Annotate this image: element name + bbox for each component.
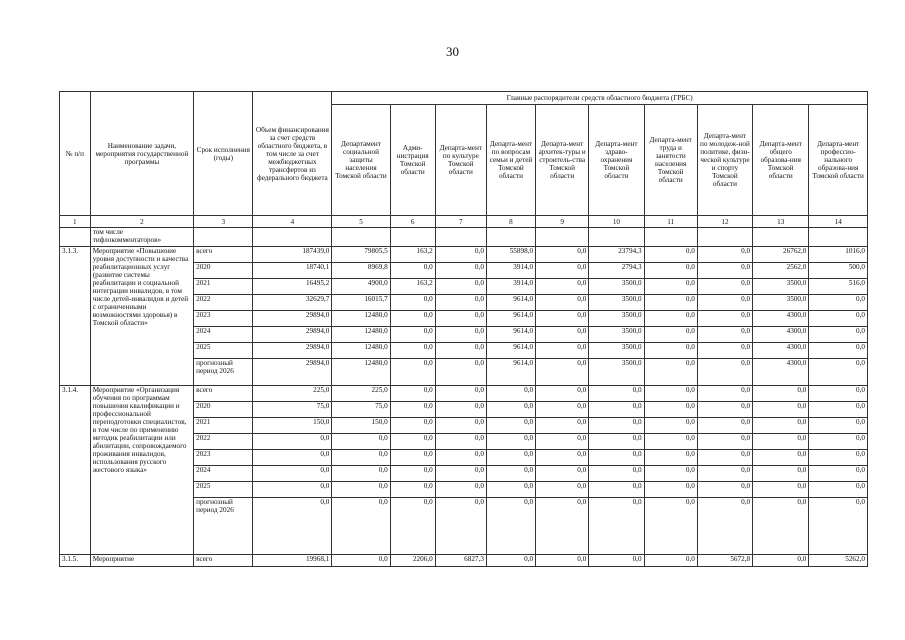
value-cell: 0,0 <box>809 295 868 311</box>
value-cell: 2562,0 <box>753 263 809 279</box>
value-cell: 0,0 <box>390 482 435 498</box>
value-cell: 3500,0 <box>753 279 809 295</box>
value-cell: 9614,0 <box>486 343 535 359</box>
value-cell: 0,0 <box>486 418 535 434</box>
value-cell: 0,0 <box>536 343 589 359</box>
value-cell: 0,0 <box>536 263 589 279</box>
value-cell: 0,0 <box>644 482 697 498</box>
value-cell: 0,0 <box>536 386 589 402</box>
value-cell: 0,0 <box>644 343 697 359</box>
value-cell: 0,0 <box>697 311 752 327</box>
value-cell: 9614,0 <box>486 327 535 343</box>
column-number: 4 <box>253 216 332 228</box>
value-cell: 0,0 <box>253 466 332 482</box>
value-cell: 9614,0 <box>486 311 535 327</box>
column-number: 3 <box>194 216 253 228</box>
value-cell: 187439,0 <box>253 247 332 263</box>
value-cell: 5262,0 <box>809 555 868 567</box>
header-grbs-3: Департа-мент по культуре Томской области <box>435 105 486 216</box>
column-number: 8 <box>486 216 535 228</box>
row-term: 2021 <box>194 418 253 434</box>
value-cell: 150,0 <box>332 418 390 434</box>
row-term: 2022 <box>194 295 253 311</box>
value-cell: 23794,3 <box>589 247 644 263</box>
column-number: 6 <box>390 216 435 228</box>
row-term: 2024 <box>194 327 253 343</box>
value-cell: 0,0 <box>697 263 752 279</box>
value-cell: 0,0 <box>753 434 809 450</box>
row-id: 3.1.3. <box>60 247 91 386</box>
value-cell: 0,0 <box>332 482 390 498</box>
row-term: всего <box>194 386 253 402</box>
value-cell: 79805,5 <box>332 247 390 263</box>
value-cell: 0,0 <box>697 418 752 434</box>
header-grbs-2: Адми-нистрация Томской области <box>390 105 435 216</box>
value-cell: 0,0 <box>390 402 435 418</box>
value-cell: 3500,0 <box>589 327 644 343</box>
value-cell: 0,0 <box>697 466 752 482</box>
row-term: 2025 <box>194 482 253 498</box>
header-grbs-1: Департамент социальной защиты населения Томской области <box>332 105 390 216</box>
value-cell: 3500,0 <box>589 343 644 359</box>
value-cell: 0,0 <box>486 466 535 482</box>
header-term: Срок исполнения (годы) <box>194 92 253 216</box>
value-cell: 0,0 <box>486 386 535 402</box>
value-cell: 0,0 <box>589 555 644 567</box>
value-cell: 0,0 <box>486 555 535 567</box>
value-cell: 0,0 <box>644 402 697 418</box>
value-cell: 0,0 <box>753 418 809 434</box>
value-cell: 0,0 <box>697 434 752 450</box>
value-cell: 0,0 <box>390 311 435 327</box>
value-cell: 0,0 <box>753 466 809 482</box>
value-cell: 4300,0 <box>753 311 809 327</box>
value-cell: 0,0 <box>753 482 809 498</box>
table-row <box>60 555 868 567</box>
value-cell: 0,0 <box>644 279 697 295</box>
value-cell: 0,0 <box>486 482 535 498</box>
row-term: всего <box>194 555 253 567</box>
value-cell: 0,0 <box>332 498 390 555</box>
value-cell: 0,0 <box>486 402 535 418</box>
value-cell: 0,0 <box>390 359 435 386</box>
value-cell: 0,0 <box>435 498 486 555</box>
value-cell: 0,0 <box>753 498 809 555</box>
value-cell: 0,0 <box>589 386 644 402</box>
value-cell: 0,0 <box>644 434 697 450</box>
column-number: 11 <box>644 216 697 228</box>
value-cell: 0,0 <box>697 343 752 359</box>
value-cell: 29894,0 <box>253 343 332 359</box>
value-cell: 0,0 <box>390 343 435 359</box>
value-cell: 0,0 <box>644 450 697 466</box>
value-cell: 0,0 <box>697 498 752 555</box>
value-cell: 32629,7 <box>253 295 332 311</box>
column-number: 10 <box>589 216 644 228</box>
value-cell: 9614,0 <box>486 359 535 386</box>
value-cell: 0,0 <box>644 311 697 327</box>
value-cell: 0,0 <box>644 263 697 279</box>
value-cell: 0,0 <box>435 418 486 434</box>
value-cell: 0,0 <box>390 327 435 343</box>
value-cell: 0,0 <box>486 434 535 450</box>
value-cell: 0,0 <box>697 279 752 295</box>
value-cell: 0,0 <box>644 466 697 482</box>
column-number: 1 <box>60 216 91 228</box>
column-number: 5 <box>332 216 390 228</box>
value-cell: 0,0 <box>435 295 486 311</box>
page-number: 30 <box>446 44 459 59</box>
value-cell: 2794,3 <box>589 263 644 279</box>
value-cell: 75,0 <box>253 402 332 418</box>
header-grbs-4: Департа-мент по вопросам семьи и детей Томской области <box>486 105 535 216</box>
value-cell: 0,0 <box>697 386 752 402</box>
header-name: Наименование задачи, мероприятия государственной программы <box>90 92 193 216</box>
value-cell: 0,0 <box>809 359 868 386</box>
value-cell: 3500,0 <box>589 279 644 295</box>
value-cell: 12480,0 <box>332 327 390 343</box>
value-cell: 0,0 <box>390 498 435 555</box>
value-cell: 2206,0 <box>390 555 435 567</box>
column-number: 7 <box>435 216 486 228</box>
value-cell: 0,0 <box>435 247 486 263</box>
value-cell: 0,0 <box>697 295 752 311</box>
value-cell: 0,0 <box>536 359 589 386</box>
header-grbs-5: Департа-мент архитек-туры и строитель-ства Томской области <box>536 105 589 216</box>
value-cell: 0,0 <box>697 327 752 343</box>
value-cell: 3914,0 <box>486 279 535 295</box>
value-cell: 0,0 <box>253 434 332 450</box>
value-cell: 0,0 <box>536 311 589 327</box>
column-number: 13 <box>753 216 809 228</box>
value-cell: 0,0 <box>390 434 435 450</box>
value-cell: 0,0 <box>809 498 868 555</box>
value-cell: 0,0 <box>435 343 486 359</box>
value-cell: 3500,0 <box>753 295 809 311</box>
value-cell: 500,0 <box>809 263 868 279</box>
value-cell: 516,0 <box>809 279 868 295</box>
value-cell: 0,0 <box>536 327 589 343</box>
value-cell: 0,0 <box>589 482 644 498</box>
row-term: 2024 <box>194 466 253 482</box>
value-cell: 8969,8 <box>332 263 390 279</box>
continuation-no <box>60 228 91 247</box>
value-cell: 55898,0 <box>486 247 535 263</box>
value-cell: 0,0 <box>809 386 868 402</box>
value-cell: 3500,0 <box>589 295 644 311</box>
value-cell: 16495,2 <box>253 279 332 295</box>
value-cell: 0,0 <box>753 402 809 418</box>
value-cell: 0,0 <box>435 279 486 295</box>
value-cell: 12480,0 <box>332 311 390 327</box>
row-term: прогнозный период 2026 <box>194 359 253 386</box>
value-cell: 0,0 <box>536 482 589 498</box>
header-no: № п/п <box>60 92 91 216</box>
value-cell: 0,0 <box>435 450 486 466</box>
value-cell: 0,0 <box>589 450 644 466</box>
row-id: 3.1.4. <box>60 386 91 555</box>
value-cell: 0,0 <box>435 466 486 482</box>
value-cell: 3500,0 <box>589 359 644 386</box>
value-cell: 0,0 <box>809 418 868 434</box>
value-cell: 0,0 <box>589 418 644 434</box>
row-id: 3.1.5. <box>60 555 91 567</box>
value-cell: 163,2 <box>390 247 435 263</box>
column-number: 2 <box>90 216 193 228</box>
value-cell: 3500,0 <box>589 311 644 327</box>
value-cell: 4300,0 <box>753 343 809 359</box>
value-cell: 0,0 <box>435 359 486 386</box>
value-cell: 0,0 <box>536 555 589 567</box>
header-grbs-10: Департа-мент профессио-нального образова-ния Томской области <box>809 105 868 216</box>
value-cell: 0,0 <box>536 295 589 311</box>
value-cell: 0,0 <box>589 434 644 450</box>
value-cell: 0,0 <box>644 359 697 386</box>
column-number: 12 <box>697 216 752 228</box>
value-cell: 0,0 <box>536 450 589 466</box>
header-grbs-8: Департа-мент по молодеж-ной политике, физи-ческой культуре и спорту Томской области <box>697 105 752 216</box>
value-cell: 0,0 <box>536 247 589 263</box>
value-cell: 0,0 <box>253 450 332 466</box>
value-cell: 0,0 <box>644 247 697 263</box>
value-cell: 0,0 <box>697 482 752 498</box>
value-cell: 26762,0 <box>753 247 809 263</box>
budget-table <box>59 91 868 567</box>
value-cell: 0,0 <box>644 327 697 343</box>
row-term: 2021 <box>194 279 253 295</box>
row-term: 2025 <box>194 343 253 359</box>
value-cell: 0,0 <box>435 263 486 279</box>
value-cell: 0,0 <box>536 402 589 418</box>
value-cell: 3914,0 <box>486 263 535 279</box>
value-cell: 0,0 <box>435 311 486 327</box>
value-cell: 29894,0 <box>253 359 332 386</box>
value-cell: 0,0 <box>644 555 697 567</box>
value-cell: 0,0 <box>589 466 644 482</box>
value-cell: 0,0 <box>809 450 868 466</box>
value-cell: 0,0 <box>809 327 868 343</box>
value-cell: 0,0 <box>486 498 535 555</box>
value-cell: 0,0 <box>536 434 589 450</box>
value-cell: 225,0 <box>332 386 390 402</box>
value-cell: 0,0 <box>435 386 486 402</box>
header-grbs-7: Департа-мент труда и занятости населения Томской области <box>644 105 697 216</box>
table-row <box>60 247 868 263</box>
value-cell: 0,0 <box>644 418 697 434</box>
value-cell: 0,0 <box>390 466 435 482</box>
column-number: 9 <box>536 216 589 228</box>
value-cell: 0,0 <box>390 418 435 434</box>
value-cell: 0,0 <box>589 498 644 555</box>
value-cell: 29894,0 <box>253 327 332 343</box>
value-cell: 0,0 <box>644 295 697 311</box>
value-cell: 0,0 <box>697 359 752 386</box>
value-cell: 0,0 <box>390 450 435 466</box>
value-cell: 4300,0 <box>753 327 809 343</box>
value-cell: 225,0 <box>253 386 332 402</box>
row-term: прогнозный период 2026 <box>194 498 253 555</box>
value-cell: 0,0 <box>809 311 868 327</box>
header-volume: Объем финансирования за счет средств областного бюджета, в том числе за счет межбюджетных трансфертов из федерального бюджета <box>253 92 332 216</box>
value-cell: 0,0 <box>435 402 486 418</box>
value-cell: 16015,7 <box>332 295 390 311</box>
value-cell: 12480,0 <box>332 359 390 386</box>
value-cell: 6827,3 <box>435 555 486 567</box>
row-term: 2020 <box>194 263 253 279</box>
value-cell: 0,0 <box>589 402 644 418</box>
value-cell: 12480,0 <box>332 343 390 359</box>
value-cell: 0,0 <box>809 402 868 418</box>
column-number: 14 <box>809 216 868 228</box>
continuation-text: том числе тифлокомментаторов» <box>90 228 193 247</box>
header-grbs-9: Департа-мент общего образова-ния Томской области <box>753 105 809 216</box>
value-cell: 29894,0 <box>253 311 332 327</box>
value-cell: 0,0 <box>809 434 868 450</box>
value-cell: 0,0 <box>536 466 589 482</box>
value-cell: 0,0 <box>486 450 535 466</box>
value-cell: 0,0 <box>753 386 809 402</box>
value-cell: 4900,0 <box>332 279 390 295</box>
value-cell: 0,0 <box>390 386 435 402</box>
value-cell: 0,0 <box>390 295 435 311</box>
value-cell: 0,0 <box>435 327 486 343</box>
value-cell: 150,0 <box>253 418 332 434</box>
value-cell: 0,0 <box>332 434 390 450</box>
value-cell: 19968,1 <box>253 555 332 567</box>
value-cell: 0,0 <box>753 555 809 567</box>
header-grbs-group: Главные распорядители средств областного бюджета (ГРБС) <box>332 92 868 105</box>
table-row <box>60 386 868 402</box>
header-grbs-6: Департа-мент здраво-охранения Томской области <box>589 105 644 216</box>
value-cell: 75,0 <box>332 402 390 418</box>
value-cell: 0,0 <box>644 386 697 402</box>
value-cell: 5672,8 <box>697 555 752 567</box>
value-cell: 0,0 <box>253 498 332 555</box>
value-cell: 18740,1 <box>253 263 332 279</box>
value-cell: 0,0 <box>435 482 486 498</box>
value-cell: 0,0 <box>332 555 390 567</box>
row-term: 2023 <box>194 450 253 466</box>
value-cell: 0,0 <box>697 247 752 263</box>
value-cell: 0,0 <box>332 450 390 466</box>
value-cell: 0,0 <box>332 466 390 482</box>
row-name: Мероприятие «Повышение уровня доступности и качества реабилитационных услуг (развитие системы реабилитации и социальной интеграции инвалидов, в том числе детей-инвалидов и детей с ограниченными возможностями здоровья) в Томской области» <box>90 247 193 386</box>
value-cell: 0,0 <box>253 482 332 498</box>
row-name: Мероприятие «Организация обучения по программам повышения квалификации и профессиональной переподготовки специалистов, в том числе по применению методик реабилитации или абилитации, сопровождаемого проживания инвалидов, использования русского жестового языка» <box>90 386 193 555</box>
value-cell: 4300,0 <box>753 359 809 386</box>
value-cell: 0,0 <box>390 263 435 279</box>
value-cell: 0,0 <box>435 434 486 450</box>
value-cell: 9614,0 <box>486 295 535 311</box>
value-cell: 0,0 <box>697 450 752 466</box>
row-term: 2023 <box>194 311 253 327</box>
row-term: 2020 <box>194 402 253 418</box>
value-cell: 0,0 <box>753 450 809 466</box>
value-cell: 0,0 <box>536 418 589 434</box>
value-cell: 163,2 <box>390 279 435 295</box>
row-term: всего <box>194 247 253 263</box>
value-cell: 0,0 <box>644 498 697 555</box>
row-name: Мероприятие <box>90 555 193 567</box>
value-cell: 0,0 <box>536 498 589 555</box>
row-term: 2022 <box>194 434 253 450</box>
value-cell: 0,0 <box>697 402 752 418</box>
value-cell: 0,0 <box>809 482 868 498</box>
value-cell: 1016,0 <box>809 247 868 263</box>
value-cell: 0,0 <box>809 466 868 482</box>
value-cell: 0,0 <box>809 343 868 359</box>
value-cell: 0,0 <box>536 279 589 295</box>
